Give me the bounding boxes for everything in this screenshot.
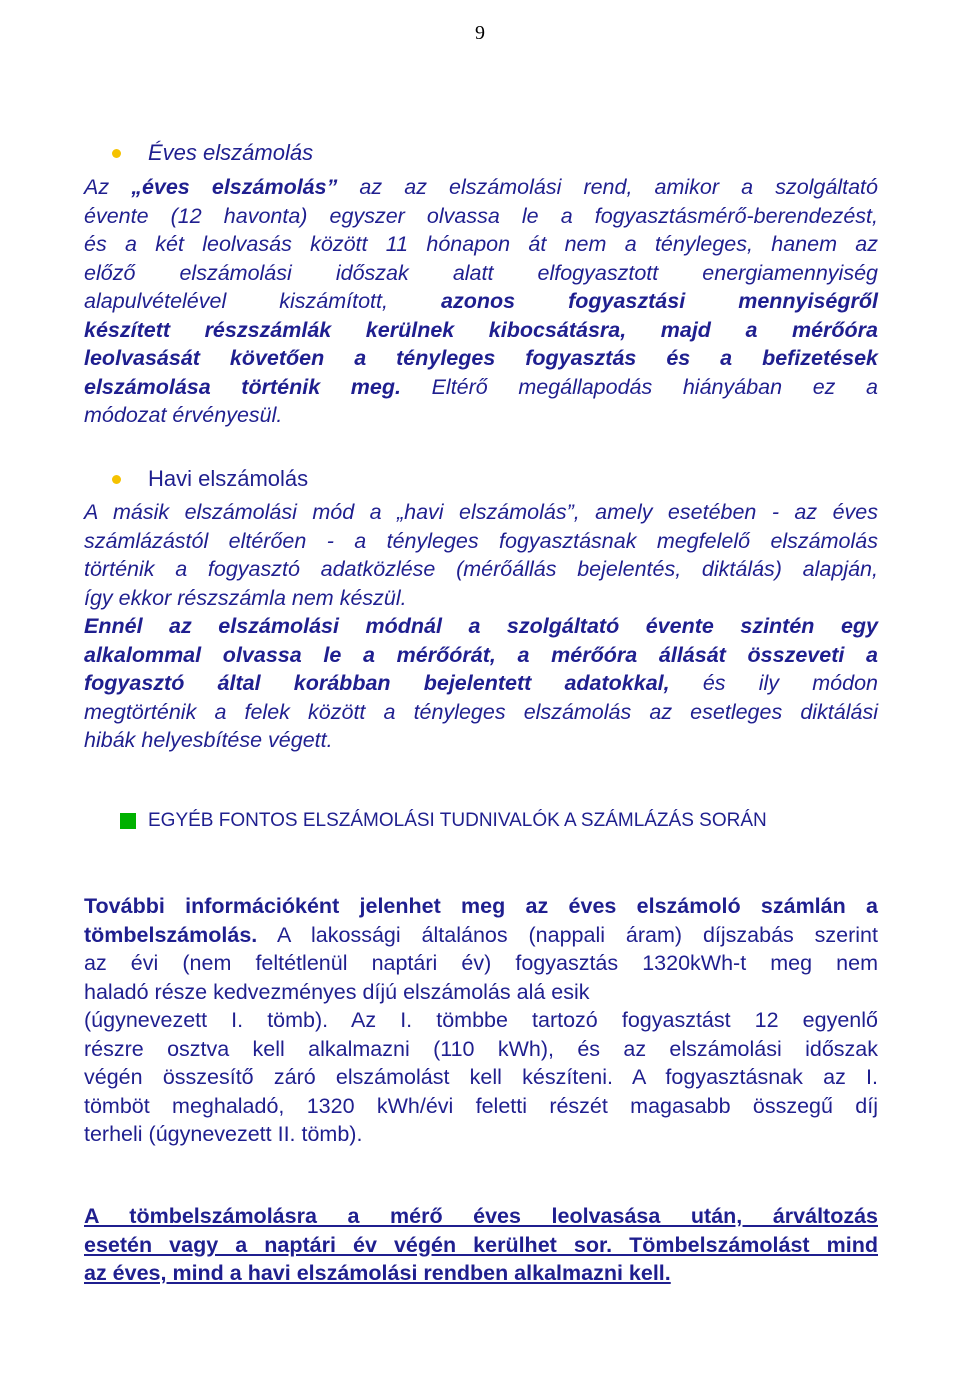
other-paragraph <box>84 892 878 1149</box>
monthly-line: számlázástól eltérően - a tényleges fogyasztásnak megfelelő elszámolás <box>84 528 878 553</box>
annual-line: elszámolása történik meg. Eltérő megállapodás hiányában ez a <box>84 374 878 399</box>
other-line: További információként jelenhet meg az éves elszámoló számlán a <box>84 894 878 918</box>
note-line: az éves, mind a havi elszámolási rendben alkalmazni kell. <box>84 1261 671 1285</box>
annual-line: Az „éves elszámolás” az az elszámolási rend, amikor a szolgáltató <box>84 175 878 199</box>
other-heading <box>120 810 767 832</box>
other-line: végén összesítő záró elszámolást kell készíteni. A fogyasztásnak az I. <box>84 1065 878 1089</box>
other-heading-text: EGYÉB FONTOS ELSZÁMOLÁSI TUDNIVALÓK A SZÁMLÁZÁS SORÁN <box>148 810 767 831</box>
annual-line: évente (12 havonta) egyszer olvassa le a fogyasztásmérő-berendezést, <box>84 203 878 228</box>
monthly-heading <box>112 466 308 492</box>
monthly-line: alkalommal olvassa le a mérőórát, a mérőóra állását összeveti a <box>84 642 878 667</box>
annual-line: leolvasását követően a tényleges fogyasztás és a befizetések <box>84 346 878 370</box>
monthly-heading-text: Havi elszámolás <box>148 466 309 491</box>
annual-line: előző elszámolási időszak alatt elfogyasztott energiamennyiség <box>84 260 878 285</box>
annual-line: és a két leolvasás között 11 hónapon át nem a tényleges, hanem az <box>84 232 878 256</box>
monthly-line: fogyasztó által korábban bejelentett adatokkal, és ily módon <box>84 671 878 695</box>
other-line: az évi (nem feltétlenül naptári év) fogyasztás 1320kWh-t meg nem <box>84 951 878 975</box>
other-line: (úgynevezett I. tömb). Az I. tömbbe tartozó fogyasztást 12 egyenlő <box>84 1008 878 1032</box>
other-line: haladó része kedvezményes díjú elszámolás alá esik <box>84 979 590 1004</box>
annual-line: alapulvételével kiszámított, azonos fogyasztási mennyiségről <box>84 289 878 313</box>
monthly-line: hibák helyesbítése végett. <box>84 728 333 752</box>
other-line: terheli (úgynevezett II. tömb). <box>84 1122 363 1146</box>
green-square-icon <box>120 813 136 829</box>
monthly-paragraph <box>84 498 878 755</box>
other-line: tömbelszámolás. A lakossági általános (nappali áram) díjszabás szerint <box>84 922 878 947</box>
note-line: esetén vagy a naptári év végén kerülhet sor. Tömbelszámolást mind <box>84 1232 878 1257</box>
monthly-line: A másik elszámolási mód a „havi elszámolás”, amely esetében - az éves <box>84 500 878 524</box>
annual-heading-text: Éves elszámolás <box>148 140 314 165</box>
monthly-line: így ekkor részszámla nem készül. <box>84 585 407 610</box>
other-line: tömböt meghaladó, 1320 kWh/évi feletti részét magasabb összegű díj <box>84 1093 878 1118</box>
annual-line: módozat érvényesül. <box>84 403 283 427</box>
annual-paragraph <box>84 173 878 430</box>
monthly-line: történik a fogyasztó adatközlése (mérőállás bejelentés, diktálás) alapján, <box>84 557 878 581</box>
other-line: részre osztva kell alkalmazni (110 kWh), és az elszámolási időszak <box>84 1036 878 1061</box>
annual-line: készített részszámlák kerülnek kibocsátásra, majd a mérőóra <box>84 317 878 342</box>
bullet-icon <box>112 475 121 484</box>
bullet-icon <box>112 149 121 158</box>
block-billing-note <box>84 1202 878 1288</box>
note-line: A tömbelszámolásra a mérő éves leolvasása után, árváltozás <box>84 1204 878 1228</box>
monthly-line: Ennél az elszámolási módnál a szolgáltató évente szintén egy <box>84 614 878 638</box>
annual-heading <box>112 140 313 166</box>
page-number: 9 <box>475 22 485 44</box>
monthly-line: megtörténik a felek között a tényleges elszámolás az esetleges diktálási <box>84 699 878 724</box>
